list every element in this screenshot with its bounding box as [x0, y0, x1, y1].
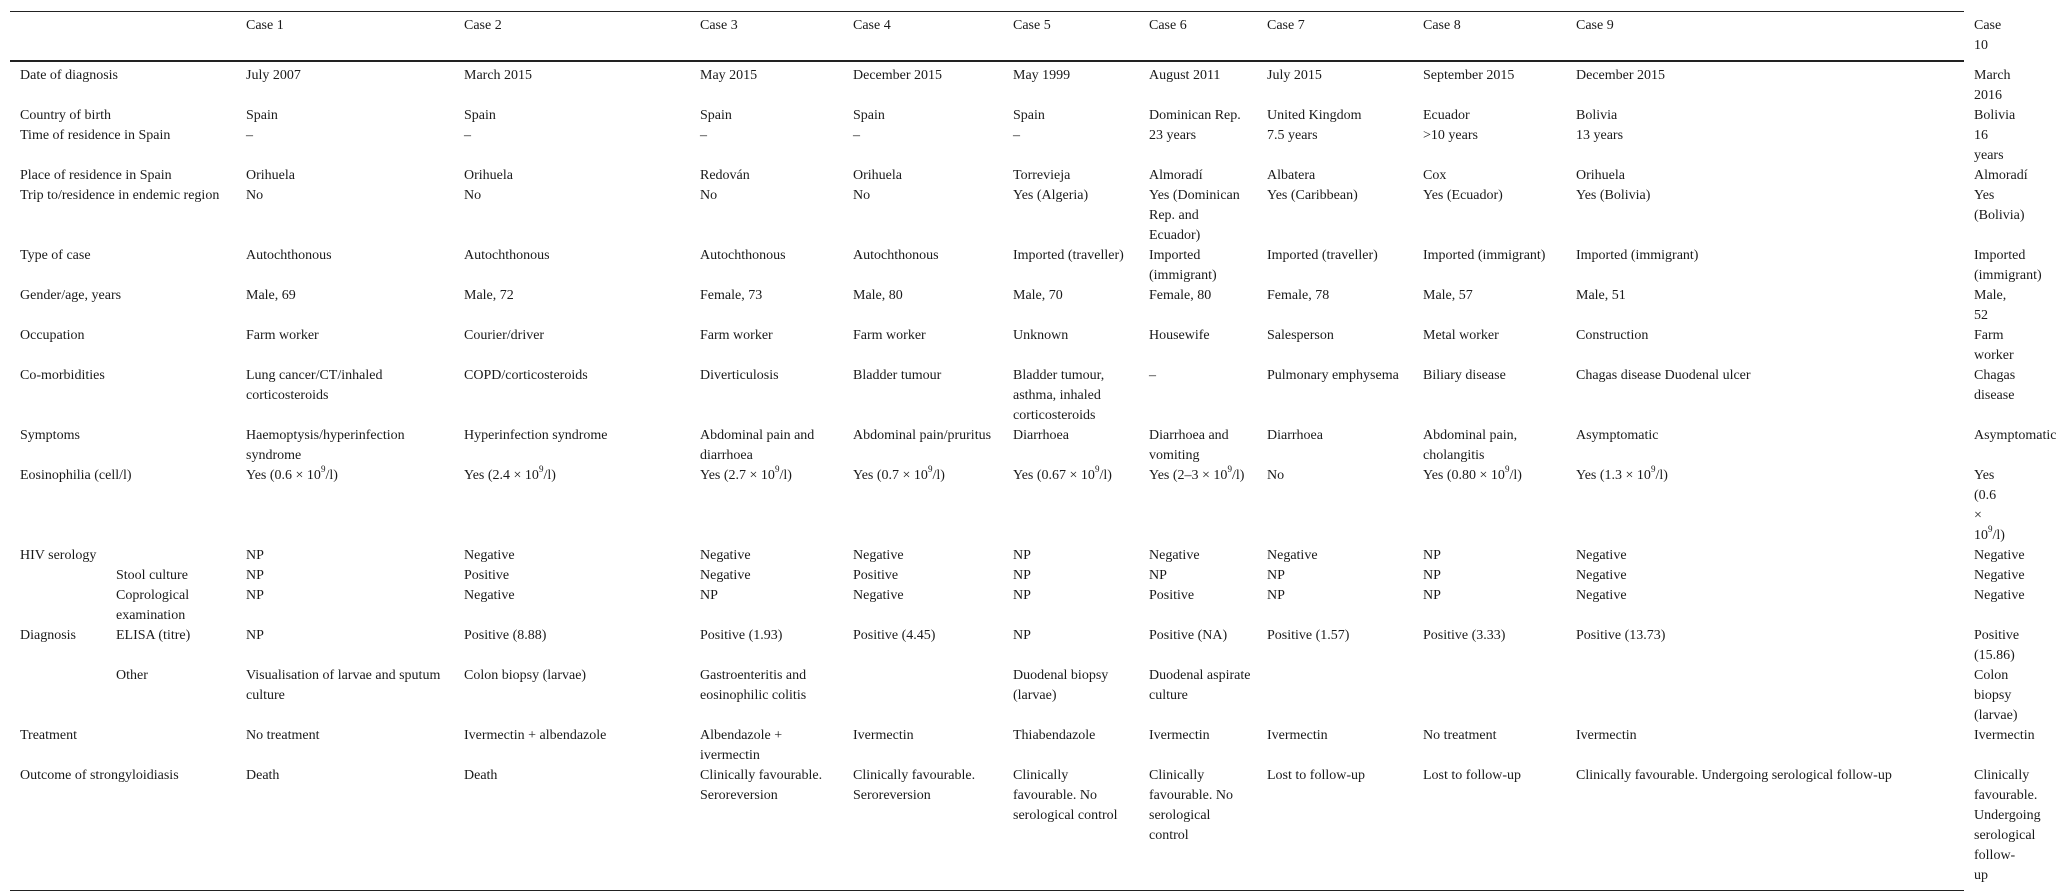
- table-cell: Autochthonous: [700, 248, 786, 263]
- table-cell: Positive (1.57): [1267, 628, 1350, 643]
- cell-exponent: 9: [774, 464, 780, 475]
- table-cell: Male, 69: [246, 288, 296, 303]
- cell-unit: /l): [1655, 468, 1668, 483]
- table-cell: NP: [1267, 568, 1285, 583]
- table-cell: Ivermectin + albendazole: [464, 728, 607, 743]
- table-cell: [1003, 466, 1139, 546]
- table-cell: Negative: [1576, 588, 1627, 603]
- table-cell: Bolivia: [1576, 108, 1618, 123]
- table-cell: Autochthonous: [246, 248, 332, 263]
- header-case: Case 3: [700, 18, 738, 33]
- cell-unit: /l): [1231, 468, 1245, 483]
- cell-exponent: 9: [1227, 464, 1232, 475]
- table-cell: Autochthonous: [853, 248, 939, 263]
- table-cell: >10 years: [1423, 128, 1478, 143]
- table-cell: No treatment: [246, 728, 320, 743]
- table-cell: July 2007: [246, 68, 301, 83]
- table-cell: No treatment: [1423, 728, 1497, 743]
- table-cell: Farm worker: [246, 328, 319, 343]
- table-row-diagnosis-coprological: Coprological examination NP Negative NP Negative NP Positive NP NP Negative Negative: [10, 586, 1964, 626]
- table-cell: Death: [464, 768, 498, 783]
- table-cell: Positive: [1149, 588, 1195, 603]
- table-row-comorbidities: Co-morbidities Lung cancer/CT/inhaled corticosteroids COPD/corticosteroids Diverticulosis Bladder tumour Bladder tumour, asthma, inhaled corticosteroids – Pulmonary emphysema Biliary disease Chagas disease Duodenal ulcer Chagas disease: [10, 366, 1964, 426]
- table-cell: NP: [246, 568, 264, 583]
- table-cell: Yes (Bolivia): [1576, 188, 1651, 203]
- header-case: Case 5: [1013, 18, 1051, 33]
- table-cell: Female, 78: [1267, 288, 1330, 303]
- cell-unit: /l): [1992, 528, 2005, 543]
- cell-unit: /l): [1509, 468, 1522, 483]
- table-cell: Orihuela: [1576, 168, 1625, 183]
- table-cell: Thiabendazole: [1013, 728, 1096, 743]
- table-cell: [1566, 466, 1964, 546]
- row-sublabel: Other: [116, 668, 148, 683]
- table-cell: Duodenal aspirate culture: [1149, 668, 1251, 703]
- table-cell: NP: [1149, 568, 1167, 583]
- header-case: Case 8: [1423, 18, 1461, 33]
- table-cell: Diarrhoea and vomiting: [1149, 428, 1229, 463]
- table-cell: Bladder tumour: [853, 368, 942, 383]
- cell-text: Yes (0.6 × 10: [1974, 468, 1997, 543]
- table-cell: Diarrhoea: [1013, 428, 1069, 443]
- row-label: HIV serology: [20, 548, 97, 563]
- cell-text: Yes (2.7 × 10: [700, 468, 775, 483]
- cell-exponent: 9: [1650, 464, 1656, 475]
- table-cell: Male, 70: [1013, 288, 1063, 303]
- table-cell: Salesperson: [1267, 328, 1334, 343]
- row-label: Co-morbidities: [20, 368, 105, 383]
- table-cell: Positive (8.88): [464, 628, 547, 643]
- row-label: Outcome of strongyloidiasis: [20, 768, 179, 783]
- cell-unit: /l): [932, 468, 945, 483]
- table-cell: Male, 51: [1576, 288, 1626, 303]
- table-cell: Spain: [700, 108, 732, 123]
- cell-unit: /l): [1099, 468, 1112, 483]
- table-cell: Imported (traveller): [1267, 248, 1378, 263]
- table-cell: [1566, 666, 1964, 726]
- table-cell: Imported (immigrant): [1576, 248, 1699, 263]
- table-cell: Yes (Caribbean): [1267, 188, 1358, 203]
- table-cell: NP: [1267, 588, 1285, 603]
- table-cell: 23 years: [1149, 128, 1197, 143]
- table-cell: Female, 73: [700, 288, 763, 303]
- table-cell: Yes (Dominican Rep. and Ecuador): [1149, 188, 1240, 243]
- table-cell: [454, 466, 690, 546]
- table-cell: NP: [1423, 548, 1441, 563]
- row-sublabel: ELISA (titre): [116, 628, 191, 643]
- table-cell: Spain: [464, 108, 496, 123]
- table-cell: Pulmonary emphysema: [1267, 368, 1399, 383]
- cell-text: Yes (1.3 × 10: [1576, 468, 1651, 483]
- row-label: Type of case: [20, 248, 91, 263]
- cell-text: Yes (2.4 × 10: [464, 468, 539, 483]
- row-label: Trip to/residence in endemic region: [20, 188, 220, 203]
- table-cell: Orihuela: [246, 168, 295, 183]
- table-cell: Abdominal pain/pruritus: [853, 428, 992, 443]
- table-cell: Duodenal biopsy (larvae): [1013, 668, 1109, 703]
- cell-text: Yes (0.7 × 10: [853, 468, 928, 483]
- table-cell: Yes (Algeria): [1013, 188, 1089, 203]
- table-cell: No: [700, 188, 718, 203]
- row-label: Country of birth: [20, 108, 111, 123]
- row-label: Treatment: [20, 728, 78, 743]
- row-label: Date of diagnosis: [20, 68, 118, 83]
- table-cell: Diarrhoea: [1267, 428, 1323, 443]
- table-cell: Positive (4.45): [853, 628, 936, 643]
- table-row-gender-age: Gender/age, years Male, 69 Male, 72 Female, 73 Male, 80 Male, 70 Female, 80 Female, 78 Male, 57 Male, 51 Male, 52: [10, 286, 1964, 326]
- table-cell: Abdominal pain, cholangitis: [1423, 428, 1518, 463]
- table-cell: Female, 80: [1149, 288, 1212, 303]
- table-cell: [1257, 466, 1413, 546]
- table-row-country-of-birth: Country of birth Spain Spain Spain Spain Spain Dominican Rep. United Kingdom Ecuador Bolivia Bolivia: [10, 106, 1964, 126]
- table-cell: Imported (traveller): [1013, 248, 1124, 263]
- row-label: Gender/age, years: [20, 288, 122, 303]
- table-row-outcome: Outcome of strongyloidiasis Death Death Clinically favourable. Seroreversion Clinically favourable. Seroreversion Clinically favourable. No serological control Clinically favourable. No serological control Lost to follow-up Lost to follow-up Clinically favourable. Undergoing serological follow-up Clinically favourable. Undergoing serological follow-up: [10, 766, 1964, 891]
- table-cell: Ivermectin: [1576, 728, 1637, 743]
- table-cell: [1413, 666, 1566, 726]
- table-cell: March 2015: [464, 68, 533, 83]
- table-cell: Dominican Rep.: [1149, 108, 1241, 123]
- table-cell: Negative: [1576, 568, 1627, 583]
- table-cell: Orihuela: [853, 168, 902, 183]
- table-cell: December 2015: [1576, 68, 1666, 83]
- table-cell: NP: [246, 628, 264, 643]
- table-cell: Spain: [246, 108, 278, 123]
- table-cell: Colon biopsy (larvae): [464, 668, 587, 683]
- table-cell: Clinically favourable. Undergoing serological follow-up: [1576, 768, 1892, 783]
- table-cell: [843, 666, 1003, 726]
- header-blank: [10, 12, 236, 62]
- table-cell: Clinically favourable. Seroreversion: [853, 768, 976, 803]
- cell-text: Yes (2–3 × 10: [1149, 468, 1228, 483]
- table-cell: No: [246, 188, 264, 203]
- table-cell: Imported (immigrant): [1423, 248, 1546, 263]
- table-cell: –: [464, 128, 471, 143]
- cell-text: Yes (0.80 × 10: [1423, 468, 1505, 483]
- table-cell: NP: [1013, 568, 1031, 583]
- table-cell: Bladder tumour, asthma, inhaled corticosteroids: [1013, 368, 1105, 423]
- table-cell: Farm worker: [700, 328, 773, 343]
- table-cell: Unknown: [1013, 328, 1069, 343]
- cell-exponent: 9: [320, 464, 326, 475]
- table-cell: Positive (NA): [1149, 628, 1228, 643]
- table-cell: Negative: [700, 568, 751, 583]
- table-cell: Lost to follow-up: [1267, 768, 1365, 783]
- table-cell: Positive (1.93): [700, 628, 783, 643]
- table-cell: NP: [1013, 548, 1031, 563]
- row-label: Occupation: [20, 328, 85, 343]
- cell-unit: /l): [543, 468, 556, 483]
- table-cell: Orihuela: [464, 168, 513, 183]
- table-cell: NP: [1013, 628, 1031, 643]
- table-cell: August 2011: [1149, 68, 1221, 83]
- table-row-time-of-residence: Time of residence in Spain – – – – – 23 years 7.5 years >10 years 13 years 16 years: [10, 126, 1964, 166]
- table-cell: Ivermectin: [1267, 728, 1328, 743]
- table-row-date-of-diagnosis: Date of diagnosis July 2007 March 2015 May 2015 December 2015 May 1999 August 2011 July 2015 September 2015 December 2015 March 2016: [10, 61, 1964, 106]
- table-cell: Negative: [853, 548, 904, 563]
- table-cell: Spain: [1013, 108, 1045, 123]
- table-cell: No: [853, 188, 871, 203]
- table-cell: [690, 466, 843, 546]
- table-cell: NP: [1423, 568, 1441, 583]
- table-cell: Ivermectin: [1149, 728, 1210, 743]
- cell-exponent: 9: [1094, 464, 1100, 475]
- table-cell: Asymptomatic: [1576, 428, 1659, 443]
- row-group-spacer: [10, 566, 108, 586]
- table-row-symptoms: Symptoms Haemoptysis/hyperinfection syndrome Hyperinfection syndrome Abdominal pain and diarrhoea Abdominal pain/pruritus Diarrhoea Diarrhoea and vomiting Diarrhoea Abdominal pain, cholangitis Asymptomatic Asymptomatic: [10, 426, 1964, 466]
- table-cell: Visualisation of larvae and sputum culture: [246, 668, 441, 703]
- table-cell: –: [1013, 128, 1020, 143]
- table-cell: NP: [700, 588, 718, 603]
- table-cell: Death: [246, 768, 280, 783]
- cell-unit: /l): [325, 468, 338, 483]
- table-cell: Abdominal pain and diarrhoea: [700, 428, 815, 463]
- table-cell: Diverticulosis: [700, 368, 779, 383]
- table-cell: Clinically favourable. Seroreversion: [700, 768, 823, 803]
- table-cell: Negative: [700, 548, 751, 563]
- table-cell: Albendazole + ivermectin: [700, 728, 783, 763]
- header-case: Case 7: [1267, 18, 1305, 33]
- table-cell: September 2015: [1423, 68, 1515, 83]
- table-cell: Metal worker: [1423, 328, 1499, 343]
- table-row-type-of-case: Type of case Autochthonous Autochthonous Autochthonous Autochthonous Imported (traveller) Imported (immigrant) Imported (traveller) Imported (immigrant) Imported (immigrant) Imported (immigrant): [10, 246, 1964, 286]
- table-row-hiv-serology: HIV serology NP Negative Negative Negative NP Negative Negative NP Negative Negative: [10, 546, 1964, 566]
- table-cell: Clinically favourable. No serological control: [1149, 768, 1233, 843]
- row-label: Eosinophilia (cell/l): [20, 468, 132, 483]
- row-label: Time of residence in Spain: [20, 128, 171, 143]
- table-cell: Negative: [1149, 548, 1200, 563]
- table-cell: Torrevieja: [1013, 168, 1071, 183]
- table-cell: Lost to follow-up: [1423, 768, 1521, 783]
- row-group-spacer: [10, 586, 108, 626]
- table-cell: Almoradí: [1149, 168, 1203, 183]
- table-row-trip-endemic: Trip to/residence in endemic region No No No No Yes (Algeria) Yes (Dominican Rep. and Ecuador) Yes (Caribbean) Yes (Ecuador) Yes (Bolivia) Yes (Bolivia): [10, 186, 1964, 246]
- table-cell: Hyperinfection syndrome: [464, 428, 608, 443]
- table-cell: Ivermectin: [853, 728, 914, 743]
- table-row-eosinophilia: [10, 466, 1964, 546]
- table-cell: Courier/driver: [464, 328, 545, 343]
- table-cell: Negative: [464, 548, 515, 563]
- table-cell: Ecuador: [1423, 108, 1470, 123]
- header-case: Case 2: [464, 18, 502, 33]
- row-group-spacer: [10, 666, 108, 726]
- table-cell: Negative: [464, 588, 515, 603]
- table-cell: Male, 72: [464, 288, 514, 303]
- cell-unit: /l): [779, 468, 792, 483]
- row-label: Place of residence in Spain: [20, 168, 172, 183]
- cell-exponent: 9: [1988, 524, 1993, 535]
- table-cell: –: [1149, 368, 1156, 383]
- table-cell: Positive: [464, 568, 510, 583]
- table-cell: 7.5 years: [1267, 128, 1318, 143]
- header-row: Case 1 Case 2 Case 3 Case 4 Case 5 Case 6 Case 7 Case 8 Case 9 Case 10: [10, 12, 1964, 62]
- cell-text: Yes (0.67 × 10: [1013, 468, 1095, 483]
- table-row-treatment: Treatment No treatment Ivermectin + albendazole Albendazole + ivermectin Ivermectin Thiabendazole Ivermectin Ivermectin No treatment Ivermectin Ivermectin: [10, 726, 1964, 766]
- table-cell: –: [246, 128, 253, 143]
- cell-text: Yes (0.6 × 10: [246, 468, 321, 483]
- table-cell: Negative: [1576, 548, 1627, 563]
- table-cell: Construction: [1576, 328, 1649, 343]
- table-cell: Male, 80: [853, 288, 903, 303]
- table-cell: 13 years: [1576, 128, 1624, 143]
- table-cell: Positive (13.73): [1576, 628, 1666, 643]
- table-cell: Haemoptysis/hyperinfection syndrome: [246, 428, 405, 463]
- table-cell: Redován: [700, 168, 750, 183]
- header-case: Case 6: [1149, 18, 1187, 33]
- row-sublabel: Coprological examination: [116, 588, 190, 623]
- table-row-diagnosis-elisa: Diagnosis ELISA (titre) NP Positive (8.88) Positive (1.93) Positive (4.45) NP Positive (NA) Positive (1.57) Positive (3.33) Positive (13.73) Positive (15.86): [10, 626, 1964, 666]
- table-cell: COPD/corticosteroids: [464, 368, 588, 383]
- row-sublabel: Stool culture: [116, 568, 188, 583]
- table-row-place-of-residence: Place of residence in Spain Orihuela Orihuela Redován Orihuela Torrevieja Almoradí Albatera Cox Orihuela Almoradí: [10, 166, 1964, 186]
- table-cell: Positive: [853, 568, 899, 583]
- table-cell: [1139, 466, 1257, 546]
- table-cell: [1257, 666, 1413, 726]
- table-row-diagnosis-stool-culture: Stool culture NP Positive Negative Positive NP NP NP NP Negative Negative: [10, 566, 1964, 586]
- table-cell: Positive (3.33): [1423, 628, 1506, 643]
- cell-exponent: 9: [927, 464, 933, 475]
- table-cell: NP: [1423, 588, 1441, 603]
- table-cell: Farm worker: [853, 328, 926, 343]
- table-row-occupation: Occupation Farm worker Courier/driver Farm worker Farm worker Unknown Housewife Salesperson Metal worker Construction Farm worker: [10, 326, 1964, 366]
- table-cell: Cox: [1423, 168, 1447, 183]
- table-cell: Yes (Ecuador): [1423, 188, 1503, 203]
- table-cell: [1413, 466, 1566, 546]
- table-cell: Male, 57: [1423, 288, 1473, 303]
- table-cell: Chagas disease Duodenal ulcer: [1576, 368, 1751, 383]
- header-case: Case 4: [853, 18, 891, 33]
- table-cell: NP: [1013, 588, 1031, 603]
- table-cell: Housewife: [1149, 328, 1210, 343]
- table-cell: No: [464, 188, 482, 203]
- table-cell: Negative: [1267, 548, 1318, 563]
- table-cell: May 2015: [700, 68, 758, 83]
- table-cell: Albatera: [1267, 168, 1316, 183]
- cell-text: No: [1267, 468, 1285, 483]
- table-cell: July 2015: [1267, 68, 1322, 83]
- table-row-diagnosis-other: Other Visualisation of larvae and sputum culture Colon biopsy (larvae) Gastroenteritis and eosinophilic colitis Duodenal biopsy (larvae) Duodenal aspirate culture Colon biopsy (larvae): [10, 666, 1964, 726]
- table-cell: Imported (immigrant): [1149, 248, 1217, 283]
- table-cell: [236, 466, 454, 546]
- table-cell: Gastroenteritis and eosinophilic colitis: [700, 668, 807, 703]
- row-group-label: Diagnosis: [20, 628, 76, 643]
- table-cell: United Kingdom: [1267, 108, 1362, 123]
- header-case: Case 9: [1576, 18, 1614, 33]
- table-cell: Biliary disease: [1423, 368, 1506, 383]
- table-cell: Lung cancer/CT/inhaled corticosteroids: [246, 368, 383, 403]
- header-case: Case 1: [246, 18, 284, 33]
- table-cell: Spain: [853, 108, 885, 123]
- table-cell: Autochthonous: [464, 248, 550, 263]
- table-cell: December 2015: [853, 68, 943, 83]
- table-cell: NP: [246, 588, 264, 603]
- cell-exponent: 9: [1504, 464, 1510, 475]
- table-cell: NP: [246, 548, 264, 563]
- table-cell: May 1999: [1013, 68, 1071, 83]
- table-cell: –: [853, 128, 860, 143]
- table-cell: [843, 466, 1003, 546]
- table-cell: Clinically favourable. No serological control: [1013, 768, 1118, 823]
- table-cell: Negative: [853, 588, 904, 603]
- row-label: Symptoms: [20, 428, 80, 443]
- table-cell: –: [700, 128, 707, 143]
- cell-exponent: 9: [538, 464, 544, 475]
